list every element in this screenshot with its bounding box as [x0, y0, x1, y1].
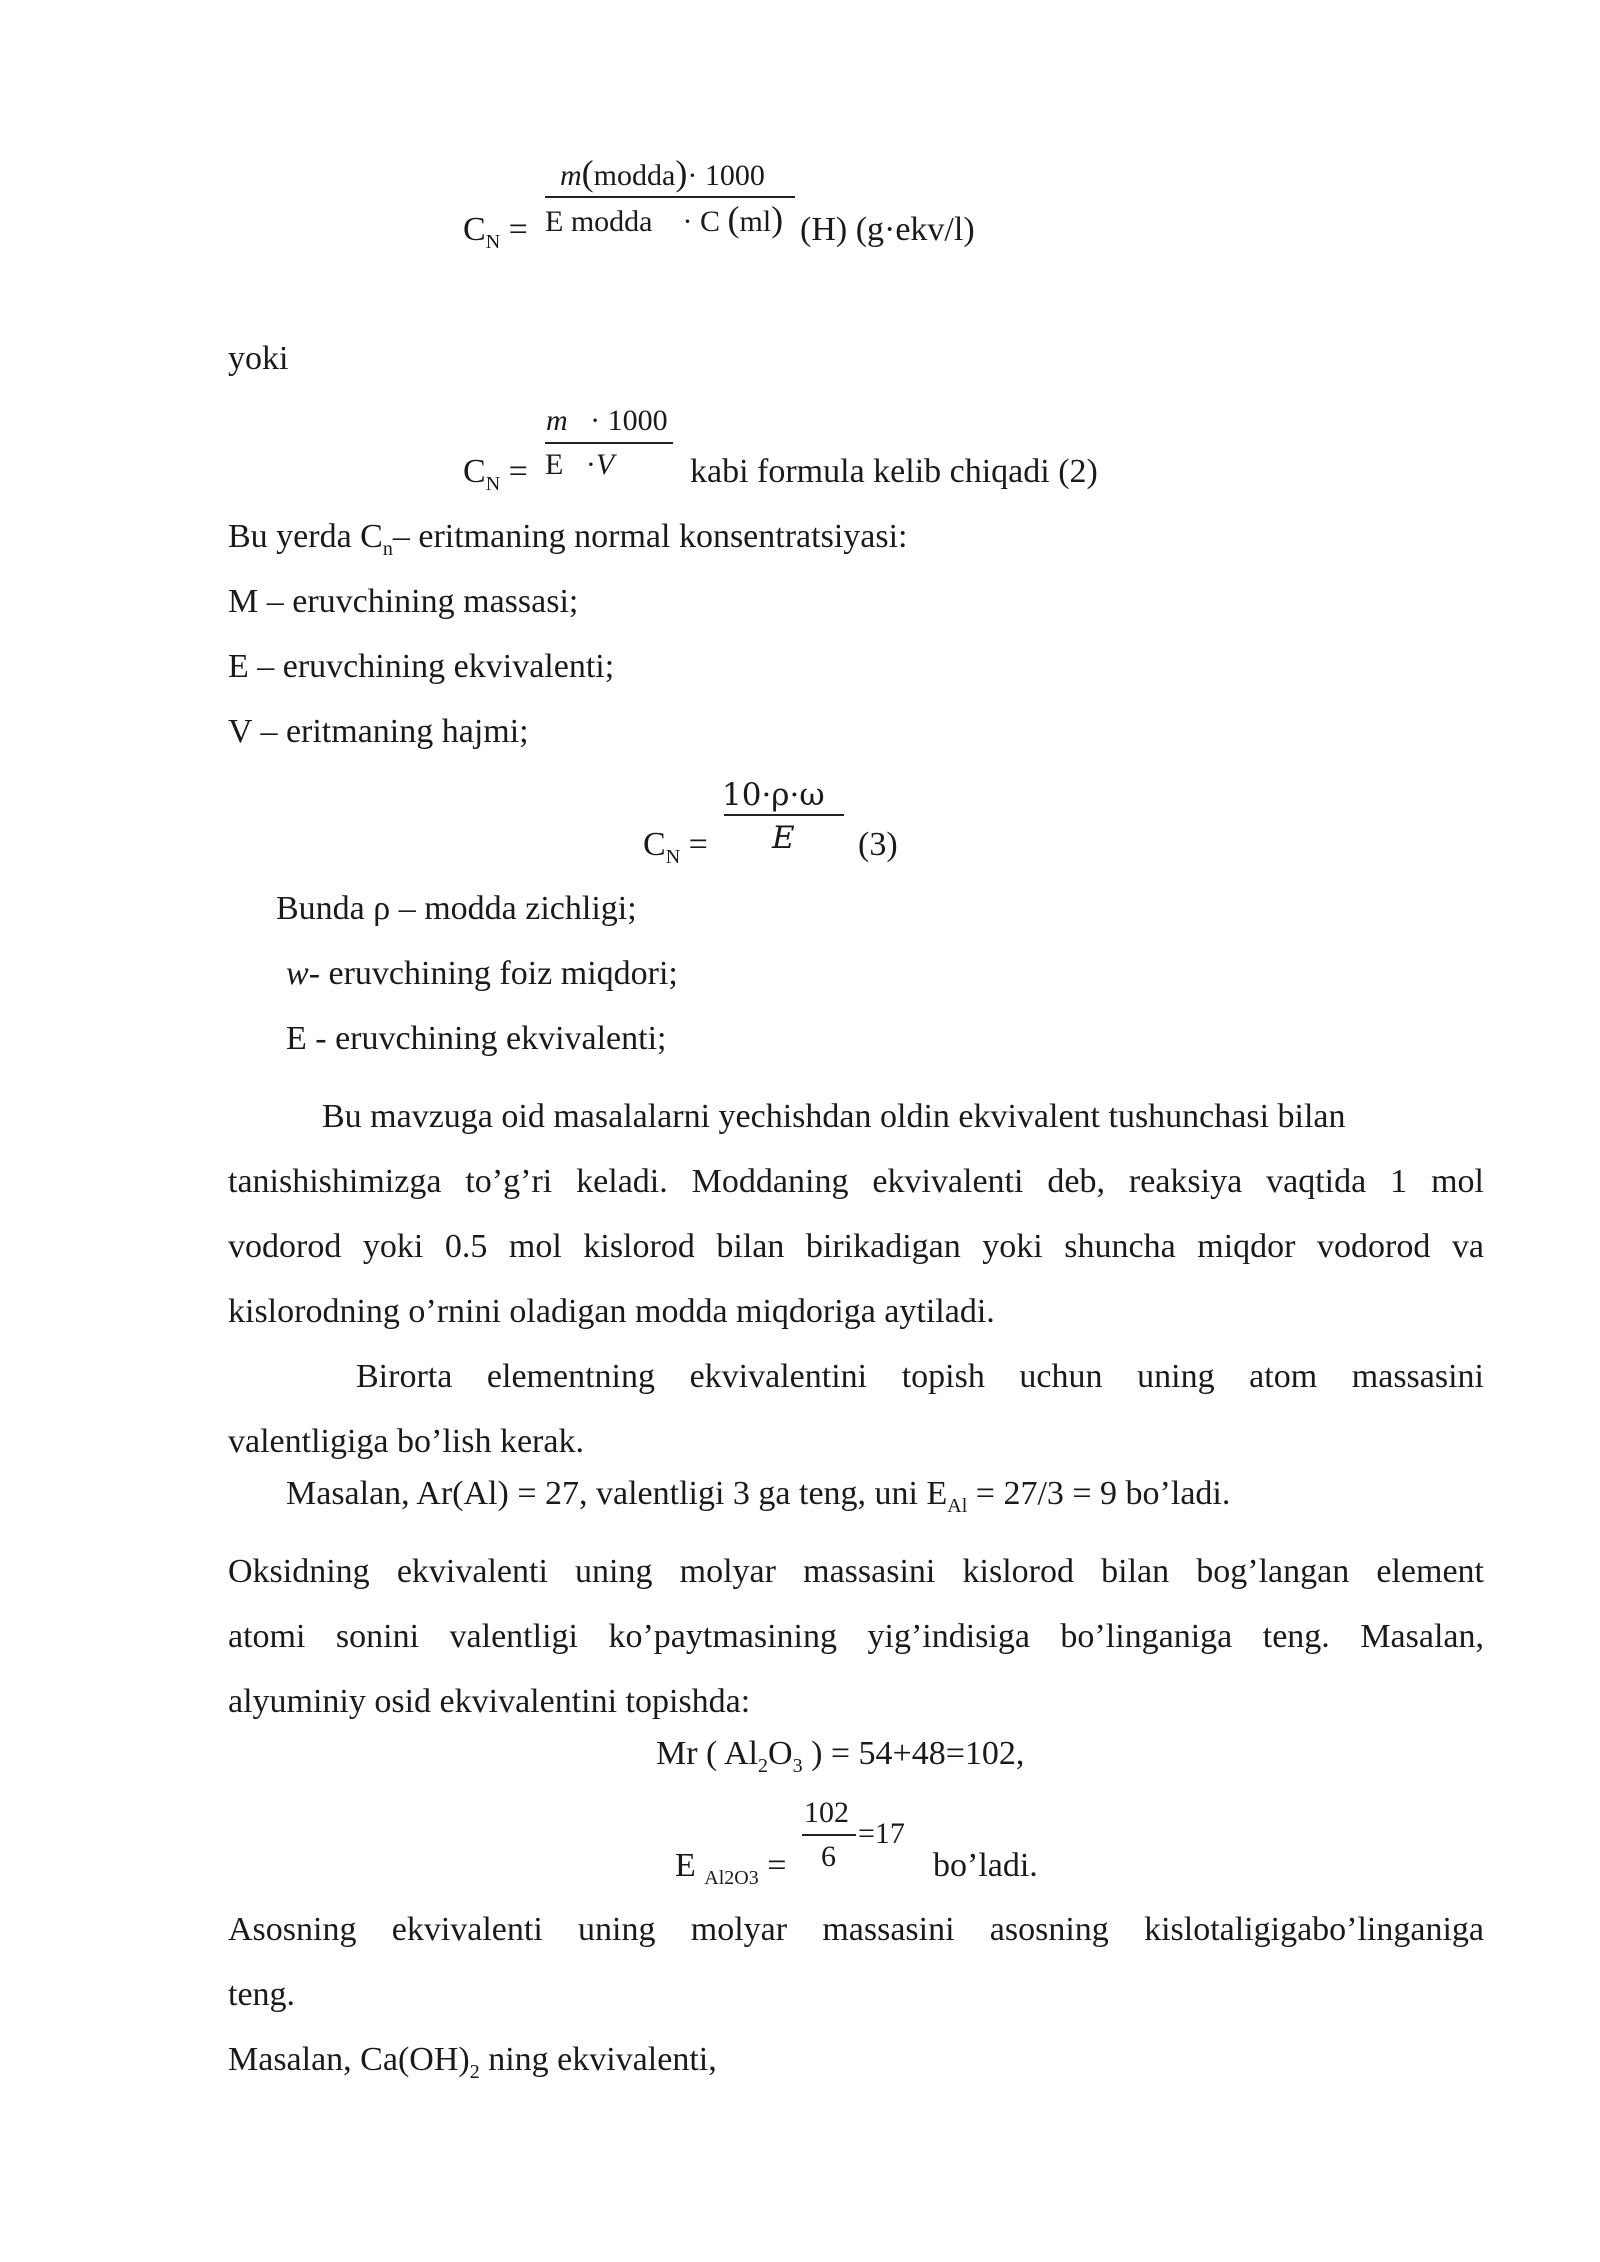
- last-sub: 2: [469, 2060, 480, 2083]
- mr-s2: 3: [792, 1754, 803, 1777]
- formula4-denominator: 6: [821, 1840, 836, 1873]
- yoki-text: yoki: [228, 340, 289, 377]
- para3-line2: atomi sonini valentligi ko’paytmasining yig’indisiga bo’linganiga teng. Masalan,: [228, 1618, 1484, 1655]
- def-w-rest: - eruvchining foiz miqdori;: [308, 955, 678, 992]
- var-v: V: [595, 448, 615, 481]
- den-e: E modda: [545, 205, 653, 238]
- formula3-tail: (3): [858, 826, 898, 863]
- num-1000: 1000: [704, 159, 765, 192]
- def-cn-a: Bu yerda C: [228, 518, 383, 555]
- eq-sign: =: [508, 211, 528, 248]
- paragraph-oksid: [228, 1539, 1484, 1734]
- formula2-lhs: [463, 452, 528, 504]
- fraction-bar: [545, 196, 795, 198]
- den-dot: ·: [585, 448, 596, 481]
- para1-line2: tanishishimizga to’g’ri keladi. Moddaning ekvivalenti deb, reaksiya vaqtida 1 mol: [228, 1163, 1484, 1200]
- example-caoh2: [228, 2040, 717, 2092]
- ex-a: Masalan, Ar(Al) = 27, valentligi 3 ga teng, uni E: [286, 1475, 948, 1512]
- text: Bu mavzuga oid masalalarni yechishdan oldin ekvivalent tushunchasi bilan: [322, 1098, 1346, 1135]
- formula1-denominator: E modda · C (ml): [545, 199, 784, 239]
- lhs-sub: N: [485, 472, 501, 495]
- fraction-bar: [802, 1834, 856, 1836]
- formula4-tail: bo’ladi.: [933, 1847, 1038, 1884]
- lhs-c: C: [463, 211, 486, 248]
- formula4-lhs: [675, 1846, 786, 1898]
- formula3-denominator: E: [772, 820, 795, 856]
- lhs-sub: N: [485, 230, 501, 253]
- def-cn: [228, 517, 907, 569]
- example-al: [286, 1474, 1230, 1526]
- para3-line1: Oksidning ekvivalenti uning molyar massasini kislorod bilan bog’langan element: [228, 1553, 1484, 1590]
- den-ml: ml: [739, 205, 772, 238]
- formula1-tail: (H) (g·ekv/l): [800, 211, 975, 248]
- def-e2: E - eruvchining ekvivalenti;: [286, 1020, 667, 1057]
- def-v: V – eritmaning hajmi;: [228, 713, 529, 750]
- para1-line4: kislorodning o’rnini oladigan modda miqdoriga aytiladi.: [228, 1293, 995, 1330]
- def-e: E – eruvchining ekvivalenti;: [228, 648, 615, 685]
- den-c: C: [699, 205, 720, 238]
- formula2-tail: kabi formula kelib chiqadi (2): [690, 453, 1098, 490]
- para2-line1: Birorta elementning ekvivalentini topish uchun uning atom massasini: [356, 1358, 1484, 1395]
- def-cn-sub: n: [382, 537, 393, 560]
- eq-sign: =: [508, 453, 528, 490]
- fraction-bar: [545, 442, 673, 444]
- formula3-numerator: [722, 775, 825, 815]
- lhs-c: C: [463, 453, 486, 490]
- def-cn-b: – eritmaning normal konsentratsiyasi:: [392, 518, 908, 555]
- formula1-lhs: [463, 210, 528, 262]
- formula4-result: =17: [858, 1817, 905, 1850]
- lhs-sub: Al2O3: [704, 1866, 759, 1889]
- mr-al2o3: [656, 1734, 1024, 1786]
- para4-line1: Asosning ekvivalenti uning molyar massasini asosning kislotaligigabo’linganiga: [228, 1911, 1484, 1948]
- den-e: E: [545, 448, 564, 481]
- ex-b: = 27/3 = 9 bo’ladi.: [967, 1475, 1231, 1512]
- para4-line2: teng.: [228, 1976, 296, 2013]
- def-rho: Bunda ρ – modda zichligi;: [276, 890, 637, 927]
- ex-sub: Al: [947, 1494, 968, 1517]
- para2-line2: valentligiga bo’lish kerak.: [228, 1423, 584, 1460]
- formula4-numerator: 102: [804, 1796, 849, 1829]
- paragraph-asos: [228, 1897, 1484, 2027]
- mr-b: O: [768, 1735, 793, 1772]
- formula2-numerator: [546, 404, 668, 438]
- num-dot: ·: [687, 159, 698, 192]
- eq-sign: =: [767, 1847, 787, 1884]
- eq-sign: =: [688, 826, 708, 863]
- para1-line1: [228, 1084, 1484, 1149]
- formula2-denominator: [545, 448, 614, 482]
- mr-c: ) = 54+48=102,: [802, 1735, 1025, 1772]
- def-m: M – eruvchining massasi;: [228, 583, 579, 620]
- last-b: ning ekvivalenti,: [479, 2041, 717, 2078]
- para3-line3: alyuminiy osid ekvivalentini topishda:: [228, 1683, 751, 1720]
- den-dot: ·: [682, 205, 693, 238]
- lhs-c: C: [643, 826, 666, 863]
- paragraph-ekvivalent: [228, 1084, 1484, 1344]
- mr-a: Mr ( Al: [656, 1735, 758, 1772]
- num-expr: 10·ρ·ω: [722, 777, 825, 813]
- num-modda: modda: [593, 159, 676, 192]
- mr-s1: 2: [758, 1754, 768, 1777]
- def-w: [286, 954, 678, 994]
- formula3-lhs: [643, 825, 708, 877]
- fraction-bar: [724, 814, 844, 816]
- lhs-sub: N: [665, 845, 681, 868]
- var-m: m: [560, 159, 582, 192]
- paragraph-element: [228, 1344, 1484, 1474]
- para1-line3: vodorod yoki 0.5 mol kislorod bilan birikadigan yoki shuncha miqdor vodorod va: [228, 1228, 1484, 1265]
- last-a: Masalan, Ca(OH): [228, 2041, 470, 2078]
- lhs-e: E: [675, 1847, 696, 1884]
- var-m: m: [546, 404, 568, 437]
- formula1-numerator: m(modda)· 1000: [560, 153, 765, 193]
- num-1000: · 1000: [590, 404, 668, 437]
- var-w: w: [286, 955, 309, 992]
